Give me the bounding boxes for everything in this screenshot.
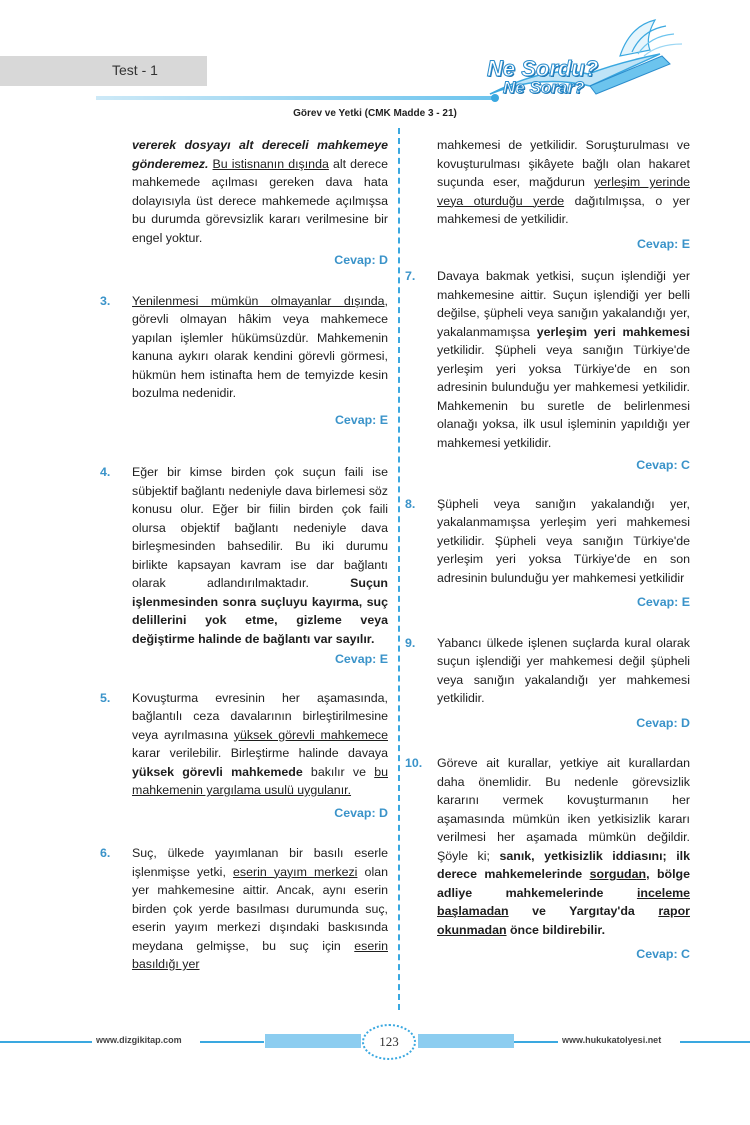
header-rule	[96, 96, 496, 100]
logo-line-1: Ne Sordu?	[487, 56, 599, 81]
question-4	[100, 463, 388, 669]
question-number: 6.	[100, 846, 111, 860]
answer-label: Cevap: D	[636, 715, 690, 730]
question-5	[100, 689, 388, 823]
left-column	[100, 136, 388, 974]
answer-label: Cevap: C	[636, 458, 690, 472]
question-10	[405, 754, 690, 964]
test-label-tab	[0, 56, 207, 86]
question-6	[100, 844, 388, 974]
answer-label: Cevap: D	[334, 253, 388, 267]
question-text: Göreve ait kurallar, yetkiye ait kurallardan daha önemlidir. Bu nedenle görevsizlik kararını vermek kovuşturmanın her aşamasında mümkün iken yetkisizlik kararı verilmesi her aşamada mümkün değildir. Şöyle ki; sanık, yetkisizlik iddiasını; ilk derece mahkemelerinde sorgudan, bölge adliye mahkemelerinde inceleme başlamadan ve Yargıtay'da rapor okunmadan önce bildirebilir.	[437, 756, 690, 937]
right-column	[405, 136, 690, 964]
question-text: Şüpheli veya sanığın yakalandığı yer, yakalanmamışsa yerleşim yeri mahkemesi yetkilidir. Şüpheli veya sanığın Türkiye'de yerleşim yeri yoksa Türkiye'de en son adresinin bulunduğu yer mahkemesi yetkilidir	[437, 496, 690, 585]
section-subtitle: Görev ve Yetki (CMK Madde 3 - 21)	[293, 108, 457, 119]
question-number: 3.	[100, 293, 111, 308]
column-divider	[398, 128, 400, 1010]
question-number: 8.	[405, 496, 416, 511]
question-text: Suç, ülkede yayımlanan bir basılı eserle işlenmişse yetki, eserin yayım merkezi olan yer mahkemesine aittir. Ancak, aynı eserin birden çok yerde basılması durumunda suç, eserin yayım merkezi dışındaki baskısında meydana gelmişse, bu suç için eserin basıldığı yer	[132, 846, 388, 971]
question-number: 9.	[405, 635, 416, 650]
question-text: Davaya bakmak yetkisi, suçun işlendiği yer mahkemesine aittir. Suçun işlendiği yer belli değilse, şüpheli veya sanığın yakalandığı yer, yakalanmamışsa yerleşim yeri mahkemesi yetkilidir. Şüpheli veya sanığın Türkiye'de yerleşim yeri yoksa Türkiye'de en son adresinin bulunduğu yer mahkemesi yetkilidir. Mahkemenin bu suretle de belirlenmesi olanağı yoksa, ilk usul işleminin yapıldığı yer mahkemesi yetkilidir.	[437, 269, 690, 450]
footer-rule-left	[0, 1041, 92, 1043]
question-7	[405, 267, 690, 475]
answer-label: Cevap: E	[334, 412, 388, 427]
answer-label: Cevap: E	[636, 595, 690, 609]
footer-rule-right	[680, 1041, 750, 1043]
logo-line-2: Ne Sorar?	[503, 78, 585, 97]
footer-left-url: www.dizgikitap.com	[96, 1035, 182, 1045]
answer-label: Cevap: D	[334, 805, 388, 820]
question-number: 5.	[100, 690, 111, 705]
brand-logo	[470, 16, 690, 102]
question-text: Yenilenmesi mümkün olmayanlar dışında, görevli olmayan hâkim veya mahkemece yapılan işlemler hükümsüzdür. Mahkemenin kanuna aykırı olarak kendini görevli görmesi, hükmün hem istinafta hem de temyizde kesin bozulma nedenidir.	[132, 293, 388, 400]
question-text: mahkemesi de yetkilidir. Soruşturulması ve kovuşturulması şikâyete bağlı olan hakaret suçunda eser, mağdurun yerleşim yerinde veya oturduğu yerde dağıtılmışsa, o yer mahkemesi de yetkilidir.	[437, 138, 690, 226]
page-number: 123	[362, 1024, 416, 1060]
test-label: Test - 1	[112, 62, 158, 78]
question-text: Kovuşturma evresinin her aşamasında, bağlantılı ceza davalarının birleştirilmesine veya ayrılmasına yüksek görevli mahkemece karar verilebilir. Birleştirme halinde davaya yüksek görevli mahkemede bakılır ve bu mahkemenin yargılama usulü uygulanır.	[132, 690, 388, 797]
question-9	[405, 634, 690, 733]
question-number: 10.	[405, 756, 423, 770]
question-8	[405, 495, 690, 612]
answer-label: Cevap: C	[636, 947, 690, 961]
footer-right-url: www.hukukatolyesi.net	[562, 1035, 662, 1045]
answer-label: Cevap: E	[334, 652, 388, 666]
answer-label: Cevap: E	[636, 236, 690, 251]
question-text: Eğer bir kimse birden çok suçun faili ise sübjektif bağlantı nedeniyle dava birlemesi söz konusu olur. Eğer bir fiilin birden çok faili olursa objektif bağlantı nedeniyle dava birleşmesinden bahsedilir. Bu iki durumu birlikte kapsayan kavram ise dar bağlantı olarak adlandırılmaktadır. Suçun işlenmesinden sonra suçluyu kayırma, suç delillerini yok etme, gizleme veya değiştirme halinde de bağlantı var sayılır.	[132, 465, 388, 646]
footer-rule-mid-right	[514, 1041, 558, 1043]
question-number: 7.	[405, 269, 416, 283]
question-3	[100, 292, 388, 430]
question-continuation	[100, 136, 388, 270]
question-number: 4.	[100, 465, 111, 479]
question-text: Yabancı ülkede işlenen suçlarda kural olarak suçun işlendiği yer mahkemesi değil şüpheli veya sanığın yakalandığı yer mahkemesi yetkilidir.	[437, 635, 690, 705]
footer-bar-right	[418, 1034, 514, 1048]
footer-bar-left	[265, 1034, 361, 1048]
footer-rule-mid-left	[200, 1041, 264, 1043]
question-6-continuation	[405, 136, 690, 253]
question-text: vererek dosyayı alt dereceli mahkemeye gönderemez. Bu istisnanın dışında alt derece mahkemede açılması gereken dava hata dolayısıyla üst derece mahkemede açılmışsa bu durumda görevsizlik kararı verilmesine bir engel yoktur.	[132, 138, 389, 245]
